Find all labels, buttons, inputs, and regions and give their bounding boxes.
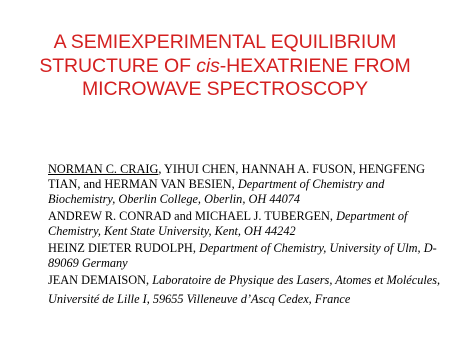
title-line-2-start: STRUCTURE OF xyxy=(39,54,197,77)
title-line-2-end: -HEXATRIENE FROM xyxy=(219,54,411,77)
title-cis-italic: cis xyxy=(196,54,220,77)
affiliation: Laboratoire de Physique des Lasers, Atomes et Molécules, xyxy=(152,273,441,287)
slide-title xyxy=(0,31,450,102)
author-group-kent-state xyxy=(48,209,448,239)
author-names: , YIHUI CHEN, HANNAH A. FUSON, HENGFENG xyxy=(158,162,426,176)
author-group-oberlin xyxy=(48,162,448,207)
affiliation: Department of Chemistry and xyxy=(237,177,385,191)
author-names: ANDREW R. CONRAD and MICHAEL J. TUBERGEN, xyxy=(48,209,337,223)
title-line-1: A SEMIEXPERIMENTAL EQUILIBRIUM xyxy=(53,31,397,53)
author-group-ulm xyxy=(48,241,448,271)
affiliation: Université de Lille I, 59655 Villeneuve d’Ascq Cedex, France xyxy=(48,292,351,306)
author-line xyxy=(48,241,448,256)
author-line xyxy=(48,209,448,224)
affiliation: Chemistry, Kent State University, Kent, OH 44242 xyxy=(48,224,296,238)
author-list xyxy=(48,162,448,309)
title-line-3: MICROWAVE SPECTROSCOPY xyxy=(82,78,368,100)
author-line xyxy=(48,177,448,192)
affiliation: Department of Chemistry, University of Ulm, D- xyxy=(198,241,437,255)
author-names: JEAN DEMAISON, xyxy=(48,273,153,287)
author-names: TIAN, and HERMAN VAN BESIEN, xyxy=(48,177,238,191)
author-line xyxy=(48,162,448,177)
affiliation: 89069 Germany xyxy=(48,256,128,270)
author-line xyxy=(48,273,448,288)
author-names: HEINZ DIETER RUDOLPH, xyxy=(48,241,199,255)
title-line-2 xyxy=(0,55,450,79)
presenting-author: NORMAN C. CRAIG xyxy=(48,162,159,176)
affiliation: Department of xyxy=(336,209,408,223)
author-group-lille xyxy=(48,273,448,307)
affiliation: Biochemistry, Oberlin College, Oberlin, OH 44074 xyxy=(48,192,301,206)
